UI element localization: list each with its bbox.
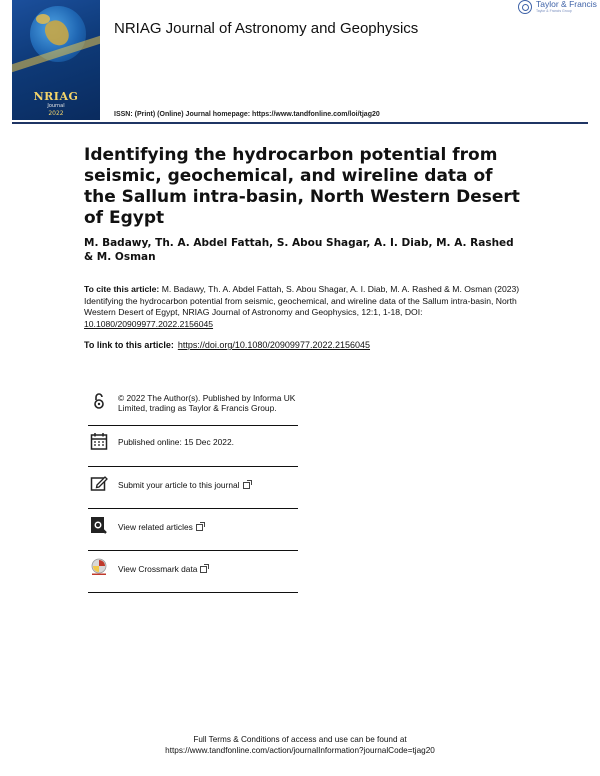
article-link-label: To link to this article: [84,340,174,350]
related-articles-link[interactable] [88,516,298,538]
header-divider [12,122,588,124]
crossmark-label[interactable]: View Crossmark data [118,564,198,574]
article-doi-link[interactable]: https://doi.org/10.1080/20909977.2022.2156045 [177,340,371,350]
citation-label: To cite this article: [84,284,160,294]
article-authors: M. Badawy, Th. A. Abdel Fattah, S. Abou Shagar, A. I. Diab, M. A. Rashed & M. Osman [84,237,514,263]
info-divider [88,550,298,551]
citation-block [84,284,524,330]
cover-title: NRIAG [33,90,79,103]
footer-terms-link[interactable]: https://www.tandfonline.com/action/journalInformation?journalCode=tjag20 [165,746,435,755]
info-divider [88,466,298,467]
terms-footer [0,734,600,756]
publisher-logo-icon [518,0,532,14]
related-articles-label[interactable]: View related articles [118,522,193,532]
external-link-icon [196,524,203,531]
open-access-license [88,392,298,428]
submit-article-row [118,480,298,490]
info-divider [88,425,298,426]
footer-line-1: Full Terms & Conditions of access and use can be found at [193,735,407,744]
external-link-icon [243,482,250,489]
published-online [88,432,298,454]
cover-subtitle: Journal [47,103,65,109]
published-date: Published online: 15 Dec 2022. [118,437,234,447]
info-divider [88,592,298,593]
citation-doi-link[interactable]: 10.1080/20909977.2022.2156045 [84,318,214,329]
open-access-icon [90,392,108,410]
citation-text: M. Badawy, Th. A. Abdel Fattah, S. Abou Shagar, A. I. Diab, M. A. Rashed & M. Osman (2023) Identifying the hydrocarbon potential from seismic, geochemical, and wireline data of the Sallum intra-basin, North Western Desert of Egypt, NRIAG Journal of Astronomy and Geophysics, 12:1, 1-18, DOI: [84,284,520,318]
info-divider [88,508,298,509]
crossmark-link[interactable] [88,558,298,580]
related-articles-row [118,522,298,532]
journal-cover-image [12,0,100,120]
publisher-tagline: Taylor & Francis Group [536,9,572,13]
issn-homepage-line[interactable]: ISSN: (Print) (Online) Journal homepage: https://www.tandfonline.com/loi/tjag20 [114,111,380,118]
article-title: Identifying the hydrocarbon potential from seismic, geochemical, and wireline data of the Sallum intra-basin, North Western Desert of Egypt [84,145,520,228]
continent-graphic-small [36,14,50,24]
cover-year: 2022 [48,110,64,117]
publisher-logo[interactable] [518,0,598,16]
crossmark-row [118,564,298,574]
edit-icon [90,474,108,492]
crossmark-icon [90,558,108,576]
journal-title: NRIAG Journal of Astronomy and Geophysics [114,20,419,37]
publisher-name: Taylor & Francis [536,0,597,9]
article-link-line [84,340,524,350]
related-articles-icon [90,516,108,534]
submit-article-label[interactable]: Submit your article to this journal [118,480,240,490]
calendar-icon [90,432,108,450]
external-link-icon [200,566,207,573]
license-text: © 2022 The Author(s). Published by Informa UK Limited, trading as Taylor & Francis Group. [118,393,296,413]
submit-article-link[interactable] [88,474,298,496]
